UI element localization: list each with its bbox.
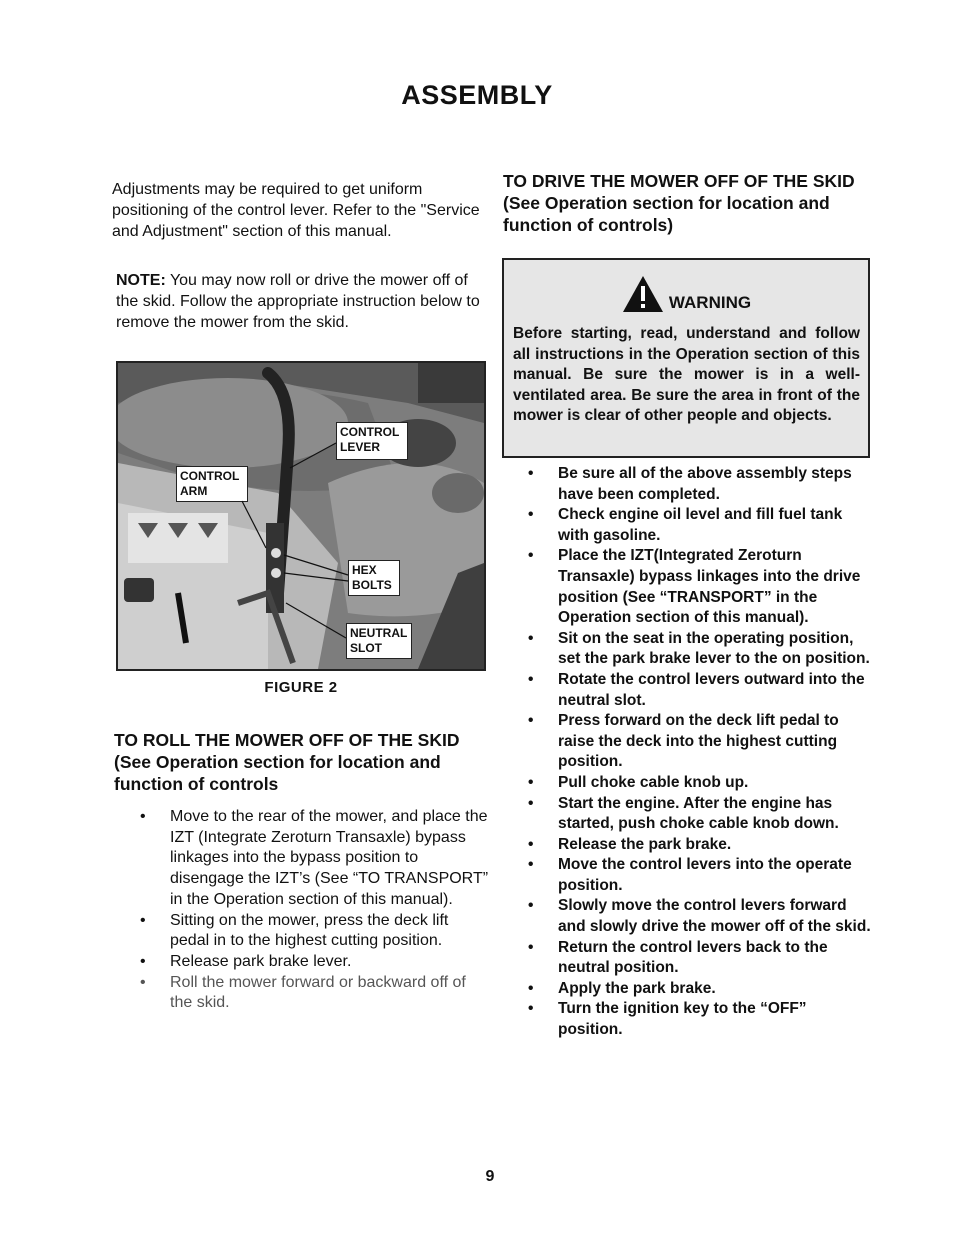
callout-text: CONTROL (340, 425, 400, 439)
callout-control-lever (336, 422, 408, 460)
list-item: • Start the engine. After the engine has started, push choke cable knob down. (528, 794, 873, 835)
list-item: • Rotate the control levers outward into the neutral slot. (528, 670, 873, 711)
mower-photo-illustration (118, 363, 484, 669)
list-item: • Move to the rear of the mower, and place the IZT (Integrate Zeroturn Transaxle) bypass linkages into the bypass position to disengage the IZT’s (See “TO TRANSPORT” in the Operation section of this manual). (140, 807, 490, 911)
list-item: • Press forward on the deck lift pedal to raise the deck into the highest cutting position. (528, 711, 873, 773)
list-item: • Move the control levers into the operate position. (528, 855, 873, 896)
callout-text: NEUTRAL (350, 626, 408, 640)
callout-control-arm (176, 466, 248, 502)
callout-text: CONTROL (180, 469, 240, 483)
list-item: • Apply the park brake. (528, 979, 873, 1000)
figure-caption: FIGURE 2 (264, 679, 338, 696)
page-number: 9 (485, 1168, 495, 1185)
note-text: You may now roll or drive the mower off of the skid. Follow the appropriate instruction below to remove the mower from the skid. (116, 272, 480, 331)
list-item: • Sit on the seat in the operating position, set the park brake lever to the on position. (528, 629, 873, 670)
note-label: NOTE: (116, 272, 166, 289)
callout-text: HEX (352, 563, 377, 577)
callout-text: ARM (180, 484, 208, 498)
roll-heading: TO ROLL THE MOWER OFF OF THE SKID (See Operation section for location and function of controls (114, 730, 460, 794)
warning-header (504, 274, 868, 319)
list-item: • Pull choke cable knob up. (528, 773, 873, 794)
list-item: • Turn the ignition key to the “OFF” position. (528, 999, 873, 1040)
warning-triangle-icon (621, 274, 665, 319)
list-item: • Place the IZT(Integrated Zeroturn Transaxle) bypass linkages into the drive position (See “TRANSPORT” in the Operation section of this manual). (528, 546, 873, 628)
list-item: • Return the control levers back to the neutral position. (528, 938, 873, 979)
list-item: • Slowly move the control levers forward and slowly drive the mower off of the skid. (528, 896, 873, 937)
warning-label: WARNING (668, 292, 752, 312)
callout-text: LEVER (340, 440, 381, 454)
callout-neutral-slot (346, 623, 412, 659)
figure-2-photo (116, 361, 486, 671)
drive-heading: TO DRIVE THE MOWER OFF OF THE SKID (See Operation section for location and function of controls) (503, 171, 855, 235)
warning-box (502, 258, 870, 458)
intro-paragraph: Adjustments may be required to get uniform positioning of the control lever. Refer to the "Service and Adjustment" section of this manual. (112, 181, 480, 240)
note-paragraph (116, 270, 488, 333)
callout-text: BOLTS (352, 578, 392, 592)
drive-steps-list (528, 464, 873, 1041)
list-item: • Be sure all of the above assembly steps have been completed. (528, 464, 873, 505)
roll-steps-list (140, 807, 490, 1014)
callout-hex-bolts (348, 560, 400, 596)
warning-text: Before starting, read, understand and follow all instructions in the Operation section of this manual. Be sure the mower is in a well-ventilated area. Be sure the area in front of the mower is clear of other people and objects. (513, 325, 860, 425)
list-item: • Release park brake lever. (140, 952, 490, 973)
list-item: • Roll the mower forward or backward off of the skid. (140, 973, 490, 1014)
list-item: • Sitting on the mower, press the deck lift pedal in to the highest cutting position. (140, 911, 490, 952)
callout-text: SLOT (350, 641, 382, 655)
list-item: • Release the park brake. (528, 835, 873, 856)
list-item: • Check engine oil level and fill fuel tank with gasoline. (528, 505, 873, 546)
page-title: ASSEMBLY (401, 80, 553, 110)
